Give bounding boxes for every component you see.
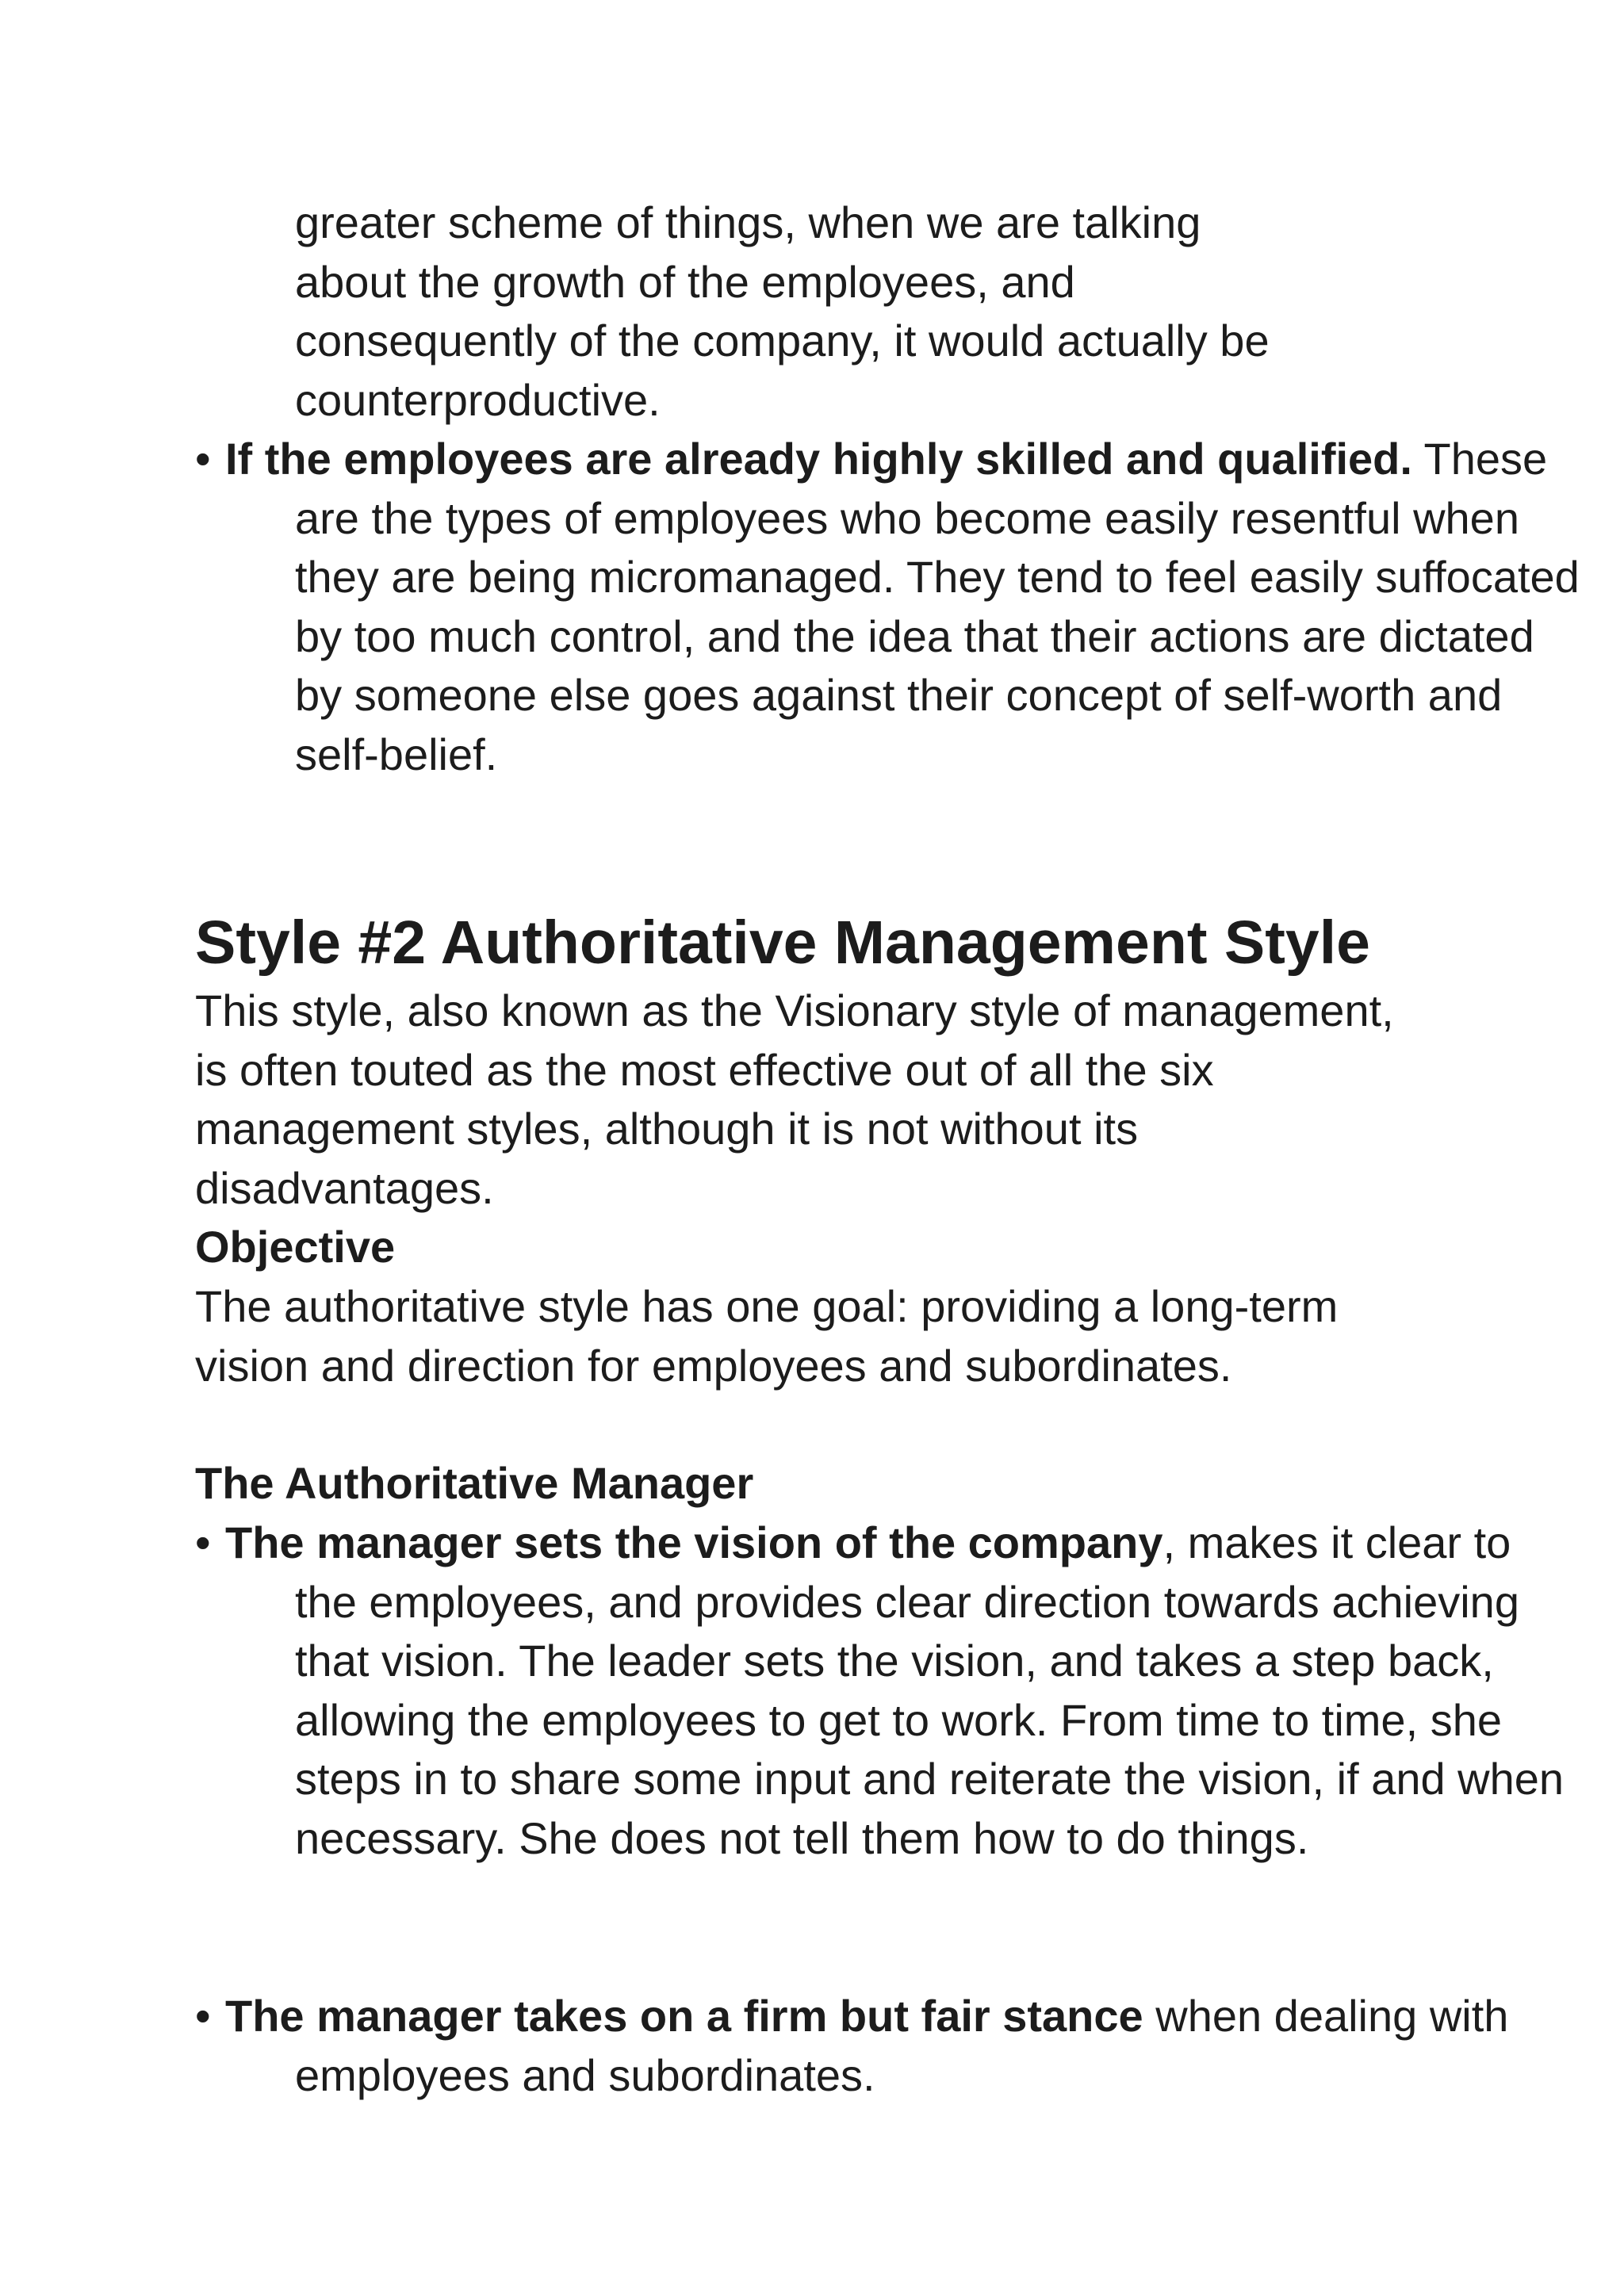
- bullet-sets-vision: [195, 1513, 1580, 1868]
- continued-line: consequently of the company, it would actually be: [295, 316, 1270, 365]
- objective-paragraph: The authoritative style has one goal: providing a long-term vision and direction for employees and subordinates.: [195, 1281, 1339, 1391]
- bullet-firm-stance: [195, 1987, 1580, 2105]
- continued-line: about the growth of the employees, and: [295, 256, 1075, 307]
- objective-heading: Objective: [195, 1222, 396, 1272]
- bullet-text: when dealing with employees and subordinates.: [295, 1991, 1509, 2100]
- bullet-marker: •: [195, 1517, 211, 1567]
- continued-line: greater scheme of things, when we are talking: [295, 197, 1201, 247]
- bullet-bold-lead: If the employees are already highly skilled and qualified.: [225, 434, 1412, 484]
- bullet-marker: •: [195, 1991, 211, 2041]
- intro-paragraph: This style, also known as the Visionary style of management, is often touted as the most effective out of all the six management styles, although it is not without its disadvantages.: [195, 985, 1394, 1213]
- bullet-text: , makes it clear to the employees, and provides clear direction towards achieving that vision. The leader sets the vision, and takes a step back, allowing the employees to get to work. From time to time, she steps in to share some input and reiterate the vision, if and when necessary. She does not tell them how to do things.: [295, 1517, 1565, 1863]
- continued-line: counterproductive.: [295, 374, 661, 425]
- manager-heading: The Authoritative Manager: [195, 1458, 754, 1508]
- bullet-bold-lead: The manager sets the vision of the company: [225, 1517, 1163, 1567]
- bullet-bold-lead: The manager takes on a firm but fair stance: [225, 1991, 1143, 2041]
- bullet-marker: •: [195, 434, 211, 484]
- section-heading: Style #2 Authoritative Management Style: [195, 909, 1370, 977]
- bullet-text: These are the types of employees who become easily resentful when they are being micromanaged. They tend to feel easily suffocated by too much control, and the idea that their actions are dictated by someone else goes against their concept of self-worth and self-belief.: [295, 434, 1580, 779]
- bullet-skilled-employees: [195, 430, 1580, 784]
- continued-paragraph: [295, 193, 1469, 430]
